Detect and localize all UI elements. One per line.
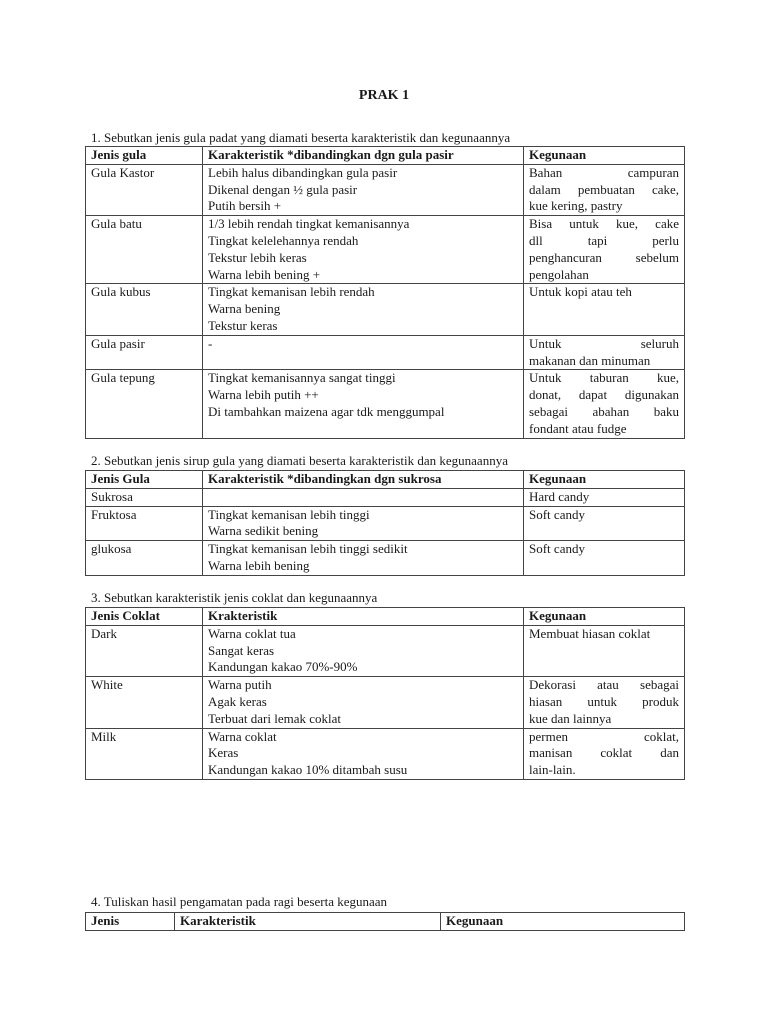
header-kegunaan: Kegunaan	[441, 913, 685, 931]
table-row	[86, 216, 685, 284]
cell-line: Warna lebih bening +	[208, 266, 321, 282]
cell-line: Lebih halus dibandingkan gula pasir	[208, 164, 398, 180]
cell-line: Warna sedikit bening	[208, 523, 319, 539]
cell-kegunaan	[524, 335, 685, 370]
cell-jenis: Gula kubus	[86, 284, 203, 335]
cell-jenis: glukosa	[86, 541, 203, 576]
cell-line: sebagai abahan baku	[529, 403, 679, 419]
table-header-row	[86, 147, 685, 165]
table-row	[86, 370, 685, 438]
cell-line: Hard candy	[529, 488, 590, 504]
cell-kegunaan	[524, 370, 685, 438]
cell-line: Tingkat kemanisannya sangat tinggi	[208, 370, 396, 386]
question-2-text: 2. Sebutkan jenis sirup gula yang diamati beserta karakteristik dan kegunaannya	[91, 453, 508, 468]
question-1-text: 1. Sebutkan jenis gula padat yang diamati beserta karakteristik dan kegunaannya	[91, 130, 511, 145]
cell-jenis: Milk	[86, 728, 203, 779]
cell-jenis: Gula pasir	[86, 335, 203, 370]
header-karakteristik: Karakteristik	[175, 913, 441, 931]
header-jenis: Jenis	[86, 913, 175, 931]
cell-line: hiasan untuk produk	[529, 693, 679, 709]
cell-line: kue dan lainnya	[529, 710, 612, 726]
cell-line: Bahan campuran	[529, 164, 679, 180]
cell-line: manisan coklat dan	[529, 745, 679, 761]
cell-line: Membuat hiasan coklat	[529, 625, 651, 641]
cell-line: Bisa untuk kue, cake	[529, 216, 679, 232]
header-kegunaan: Kegunaan	[524, 471, 685, 489]
cell-line: Tingkat kemanisan lebih rendah	[208, 284, 375, 300]
cell-karakteristik	[203, 216, 524, 284]
table-gula-padat	[85, 146, 685, 439]
cell-line: donat, dapat digunakan	[529, 387, 679, 403]
cell-line: Warna coklat	[208, 728, 277, 744]
cell-line: Sangat keras	[208, 642, 275, 658]
cell-line: Keras	[208, 745, 239, 761]
table-row	[86, 677, 685, 728]
cell-kegunaan	[524, 216, 685, 284]
cell-jenis: Fruktosa	[86, 506, 203, 541]
cell-jenis: White	[86, 677, 203, 728]
header-karakteristik: Krakteristik	[203, 608, 524, 626]
header-jenis: Jenis gula	[86, 147, 203, 165]
cell-line: Warna coklat tua	[208, 625, 296, 641]
table-row	[86, 488, 685, 506]
table-row	[86, 284, 685, 335]
header-kegunaan: Kegunaan	[524, 147, 685, 165]
cell-line: Soft candy	[529, 541, 585, 557]
cell-jenis: Dark	[86, 625, 203, 676]
cell-karakteristik	[203, 541, 524, 576]
cell-karakteristik	[203, 335, 524, 370]
cell-line: Soft candy	[529, 506, 585, 522]
cell-karakteristik	[203, 625, 524, 676]
cell-line: -	[208, 335, 213, 351]
table-row	[86, 506, 685, 541]
cell-line: Agak keras	[208, 693, 267, 709]
header-jenis: Jenis Gula	[86, 471, 203, 489]
cell-karakteristik	[203, 728, 524, 779]
page-title: PRAK 1	[358, 88, 410, 103]
table-header-row	[86, 913, 685, 931]
cell-line: Warna lebih bening	[208, 557, 310, 573]
table-row	[86, 625, 685, 676]
cell-kegunaan	[524, 488, 685, 506]
cell-jenis: Sukrosa	[86, 488, 203, 506]
table-row	[86, 164, 685, 215]
cell-jenis: Gula batu	[86, 216, 203, 284]
cell-kegunaan	[524, 284, 685, 335]
cell-line: permen coklat,	[529, 728, 679, 744]
cell-line: Untuk taburan kue,	[529, 370, 679, 386]
table-row	[86, 335, 685, 370]
table-sirup-gula	[85, 470, 685, 576]
cell-line: Di tambahkan maizena agar tdk menggumpal	[208, 403, 445, 419]
cell-kegunaan	[524, 728, 685, 779]
cell-karakteristik	[203, 506, 524, 541]
cell-jenis: Gula tepung	[86, 370, 203, 438]
cell-karakteristik	[203, 164, 524, 215]
table-coklat	[85, 607, 685, 780]
cell-line: dalam pembuatan cake,	[529, 181, 679, 197]
cell-line: penghancuran sebelum	[529, 249, 679, 265]
table-ragi	[85, 912, 685, 931]
cell-kegunaan	[524, 541, 685, 576]
header-kegunaan: Kegunaan	[524, 608, 685, 626]
table-header-row	[86, 608, 685, 626]
table-row	[86, 541, 685, 576]
cell-line: Putih bersih +	[208, 198, 282, 214]
cell-line: pengolahan	[529, 266, 589, 282]
table-row	[86, 728, 685, 779]
cell-line: 1/3 lebih rendah tingkat kemanisannya	[208, 216, 410, 232]
cell-line: Kandungan kakao 70%-90%	[208, 659, 358, 675]
cell-line: lain-lain.	[529, 762, 576, 778]
cell-line: Warna putih	[208, 677, 272, 693]
cell-line: makanan dan minuman	[529, 352, 651, 368]
header-karakteristik: Karakteristik *dibandingkan dgn gula pasir	[203, 147, 524, 165]
cell-karakteristik	[203, 284, 524, 335]
cell-line: Tingkat kemanisan lebih tinggi	[208, 506, 370, 522]
cell-karakteristik	[203, 370, 524, 438]
cell-line: Dikenal dengan ½ gula pasir	[208, 181, 358, 197]
header-jenis: Jenis Coklat	[86, 608, 203, 626]
cell-line: Tingkat kemanisan lebih tinggi sedikit	[208, 541, 408, 557]
cell-kegunaan	[524, 625, 685, 676]
cell-line: Warna lebih putih ++	[208, 387, 319, 403]
cell-kegunaan	[524, 164, 685, 215]
cell-kegunaan	[524, 506, 685, 541]
cell-line: Tingkat kelelehannya rendah	[208, 232, 359, 248]
cell-karakteristik	[203, 488, 524, 506]
cell-karakteristik	[203, 677, 524, 728]
table-header-row	[86, 471, 685, 489]
cell-line: Tekstur keras	[208, 317, 278, 333]
cell-line: Untuk kopi atau teh	[529, 284, 632, 300]
cell-line: Warna bening	[208, 301, 281, 317]
cell-line: kue kering, pastry	[529, 198, 623, 214]
question-3-text: 3. Sebutkan karakteristik jenis coklat dan kegunaannya	[91, 590, 378, 605]
cell-line: dll tapi perlu	[529, 232, 679, 248]
header-karakteristik: Karakteristik *dibandingkan dgn sukrosa	[203, 471, 524, 489]
cell-kegunaan	[524, 677, 685, 728]
cell-line: Dekorasi atau sebagai	[529, 677, 679, 693]
cell-line: Terbuat dari lemak coklat	[208, 710, 342, 726]
cell-line: Kandungan kakao 10% ditambah susu	[208, 762, 408, 778]
question-4-text: 4. Tuliskan hasil pengamatan pada ragi beserta kegunaan	[91, 894, 388, 909]
cell-line: Tekstur lebih keras	[208, 249, 307, 265]
cell-line: Untuk seluruh	[529, 335, 679, 351]
cell-jenis: Gula Kastor	[86, 164, 203, 215]
cell-line: fondant atau fudge	[529, 420, 627, 436]
